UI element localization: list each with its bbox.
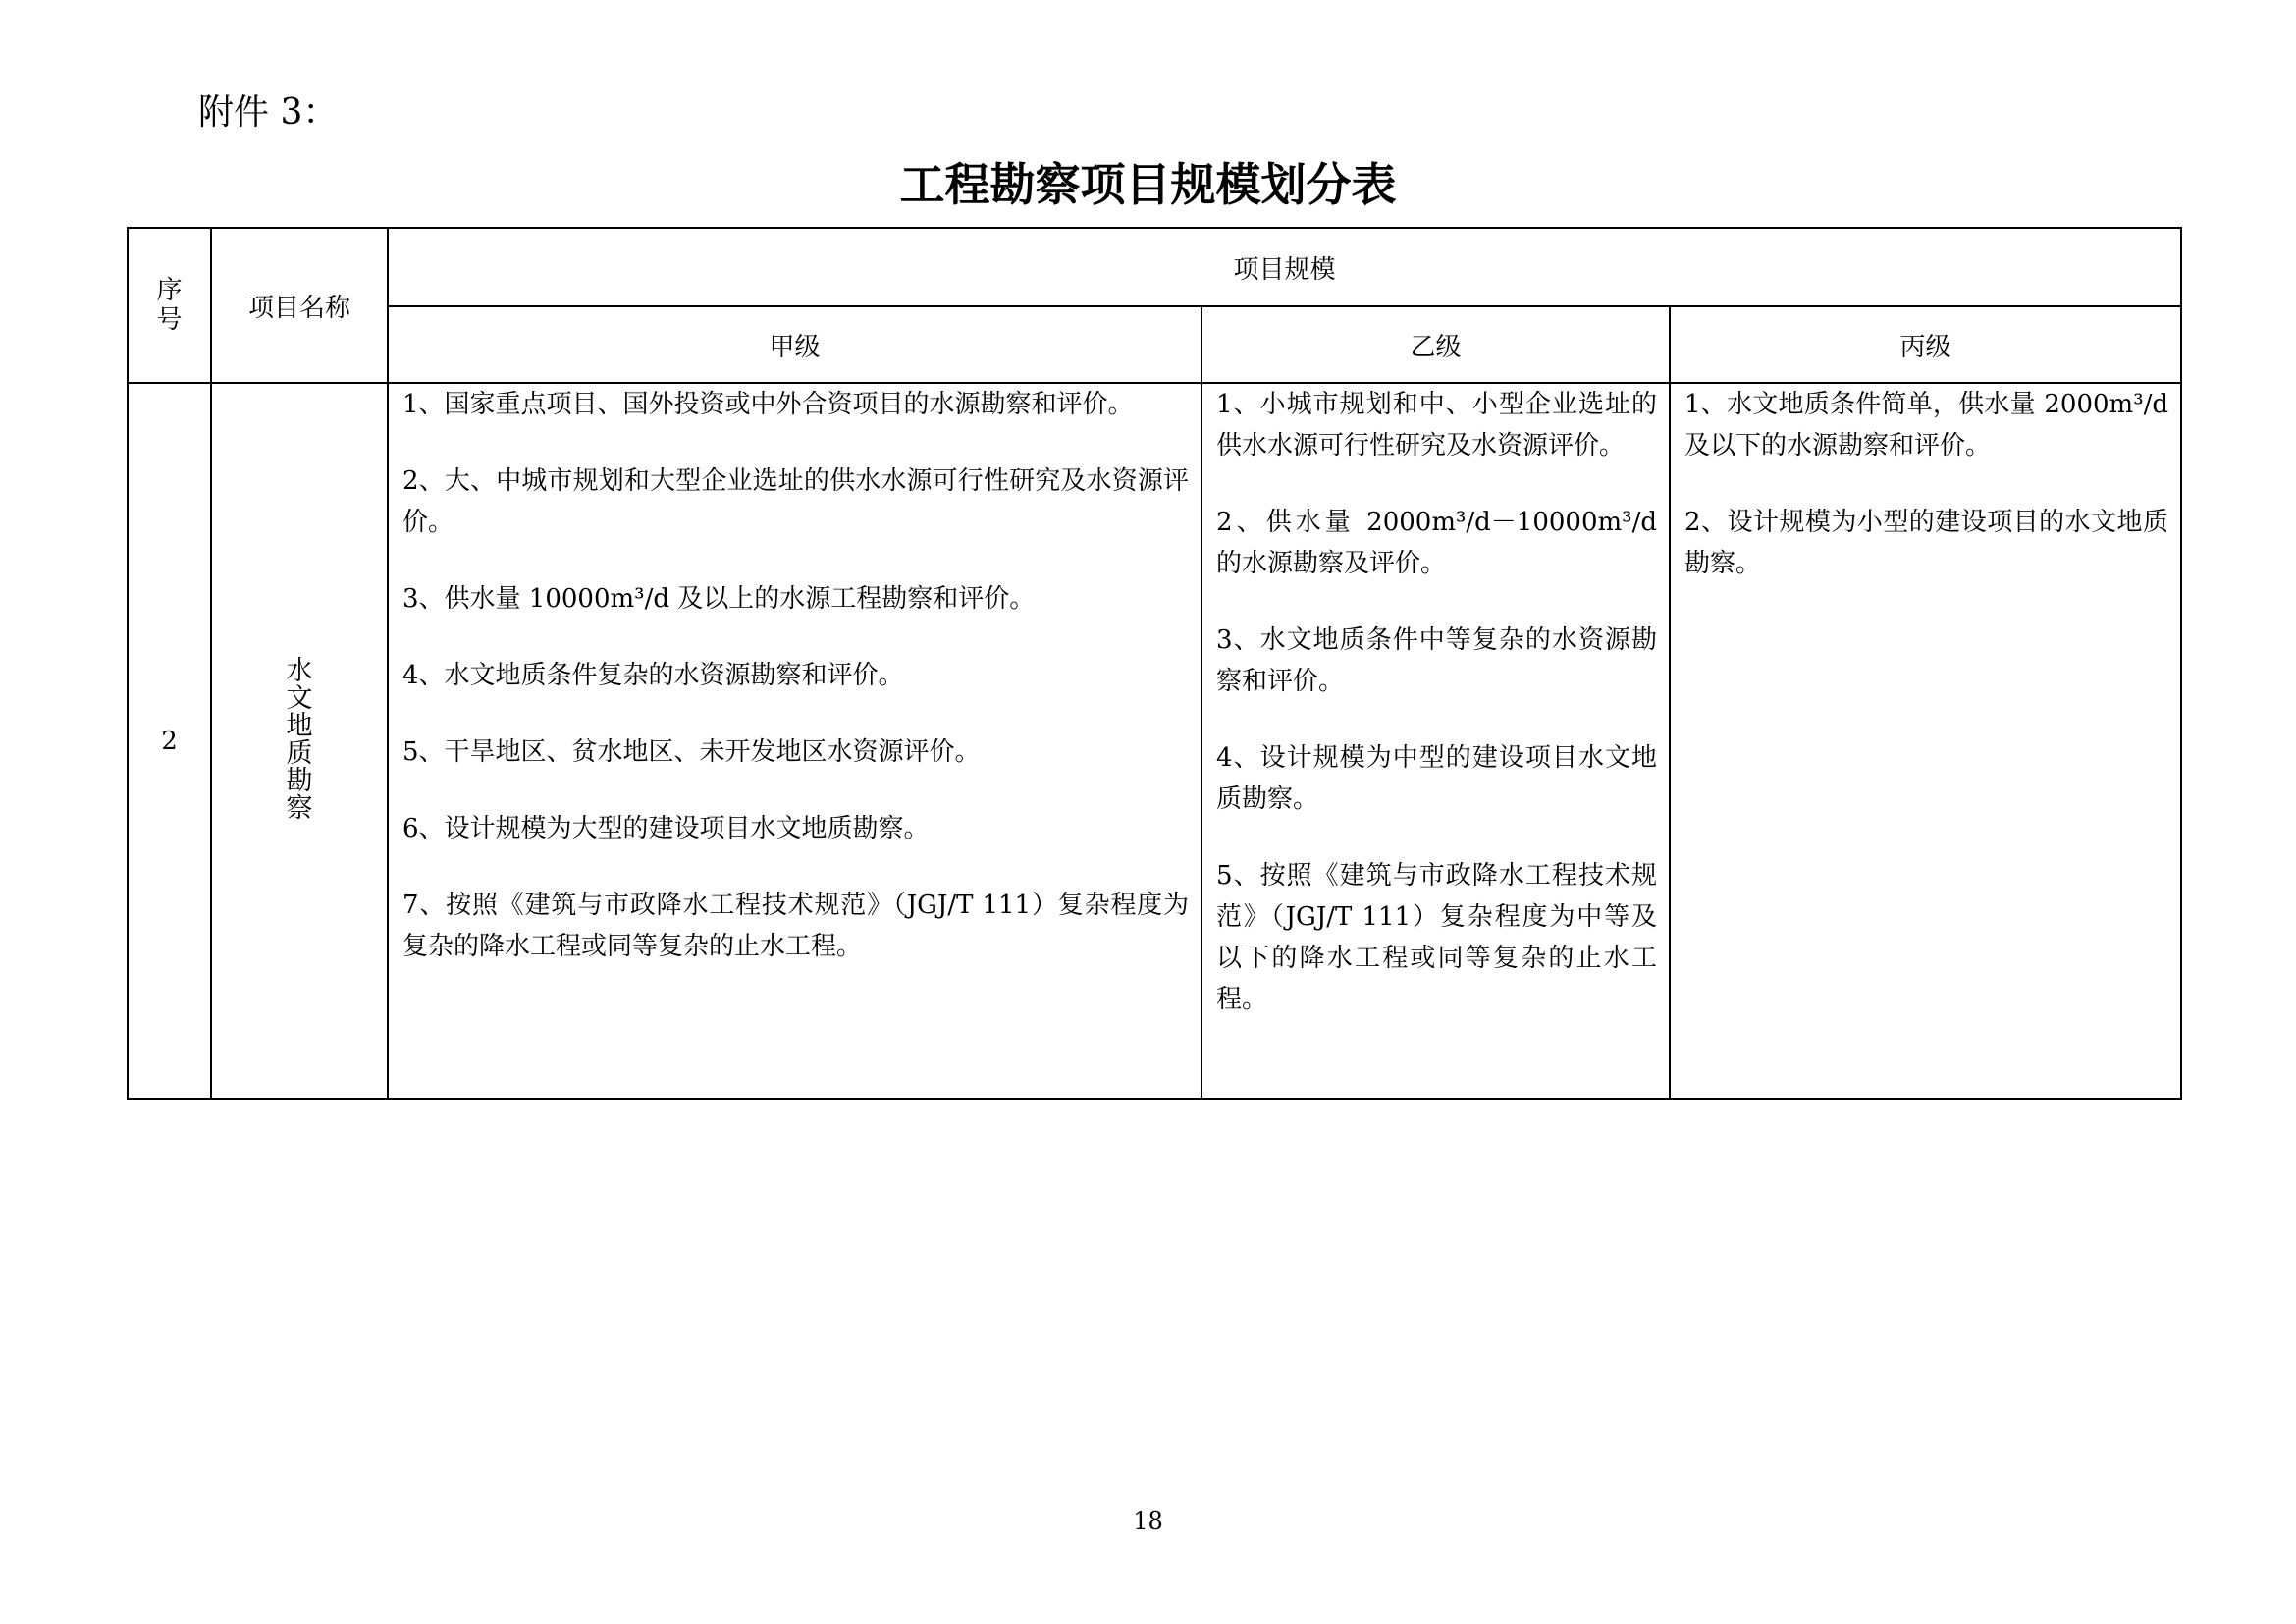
table-row: [128, 383, 2181, 1099]
grade-a-content: [388, 383, 1201, 1099]
list-item: 1、国家重点项目、国外投资或中外合资项目的水源勘察和评价。: [402, 390, 1134, 419]
page-number: 18: [1133, 1507, 1163, 1535]
list-item: 5、干旱地区、贫水地区、未开发地区水资源评价。: [402, 737, 981, 767]
list-item: 2、设计规模为小型的建设项目的水文地质勘察。: [1684, 508, 2169, 578]
list-item: 2、大、中城市规划和大型企业选址的供水水源可行性研究及水资源评价。: [402, 466, 1189, 537]
grade-b-list: [1216, 384, 1657, 1020]
attachment-label: 附件 3：: [198, 92, 339, 133]
scale-header-cell: 项目规模: [388, 228, 2181, 306]
header-row-grades: [128, 306, 2181, 383]
list-item: 3、水文地质条件中等复杂的水资源勘察和评价。: [1216, 625, 1657, 696]
list-item: 4、水文地质条件复杂的水资源勘察和评价。: [402, 661, 904, 690]
list-item: 1、水文地质条件简单，供水量 2000m³/d 及以下的水源勘察和评价。: [1684, 390, 2169, 460]
header-row-top: [128, 228, 2181, 306]
list-item: 5、按照《建筑与市政降水工程技术规范》（JGJ/T 111）复杂程度为中等及以下的降水工程或同等复杂的止水工程。: [1216, 861, 1657, 1014]
seq-header-char-1: 序: [156, 276, 183, 305]
document-title: 工程勘察项目规模划分表: [899, 158, 1397, 211]
list-item: 1、小城市规划和中、小型企业选址的供水水源可行性研究及水资源评价。: [1216, 390, 1657, 460]
grade-c-content: [1670, 383, 2181, 1099]
list-item: 7、按照《建筑与市政降水工程技术规范》（JGJ/T 111）复杂程度为复杂的降水工程或同等复杂的止水工程。: [402, 891, 1189, 961]
grade-c-list: [1684, 384, 2168, 584]
grade-c-header: 丙级: [1670, 306, 2181, 383]
list-item: 6、设计规模为大型的建设项目水文地质勘察。: [402, 814, 930, 843]
project-scale-table: [127, 227, 2182, 1100]
seq-header-cell: [128, 228, 211, 383]
list-item: 2、供水量 2000m³/d－10000m³/d 的水源勘察及评价。: [1216, 508, 1657, 578]
grade-b-content: [1201, 383, 1670, 1099]
grade-a-list: [402, 384, 1189, 967]
list-item: 4、设计规模为中型的建设项目水文地质勘察。: [1216, 743, 1657, 814]
grade-a-header: 甲级: [388, 306, 1201, 383]
list-item: 3、供水量 10000m³/d 及以上的水源工程勘察和评价。: [402, 584, 1036, 614]
row-seq: 2: [128, 383, 211, 1099]
row-name: 水文地质勘察: [286, 656, 313, 824]
name-header-cell: 项目名称: [211, 228, 388, 383]
grade-b-header: 乙级: [1201, 306, 1670, 383]
row-name-cell: [211, 383, 388, 1099]
seq-header-char-2: 号: [156, 305, 183, 335]
